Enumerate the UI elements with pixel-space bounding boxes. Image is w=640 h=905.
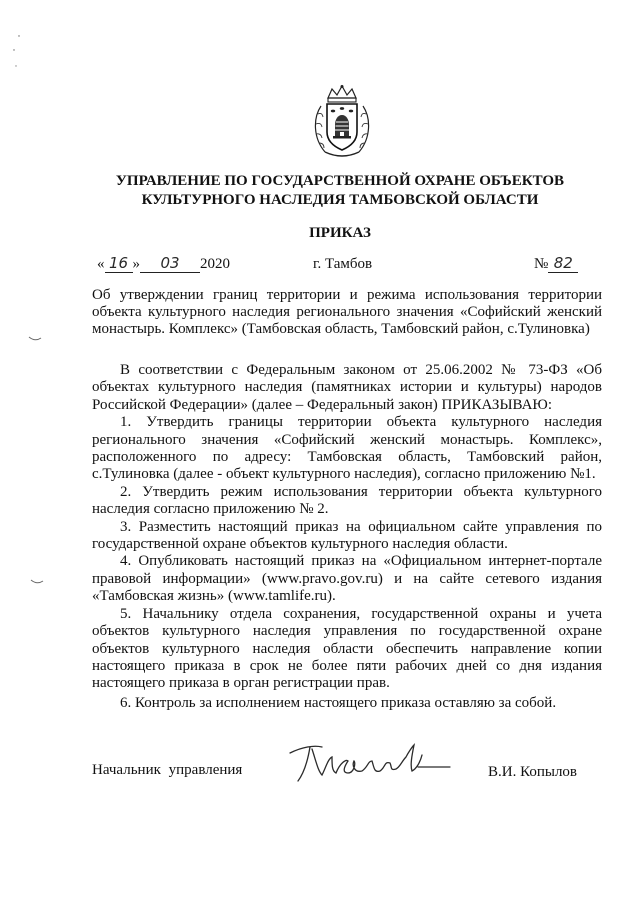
number-prefix: № — [534, 256, 549, 272]
date-close-quote: » — [132, 256, 140, 272]
city-name: г. Тамбов — [313, 256, 373, 272]
date-month-handwritten: 03 — [160, 254, 180, 272]
order-item-4: 4. Опубликовать настоящий приказ на «Официальном интернет-портале правовой информации» (www.pravo.gov.ru) и на сайте сетевого издания «Тамбовская жизнь» (www.tamlife.ru). — [92, 553, 602, 605]
document-type-title: ПРИКАЗ — [309, 225, 371, 241]
handwritten-signature — [282, 733, 462, 789]
preamble-paragraph: В соответствии с Федеральным законом от 25.06.2002 № 73-ФЗ «Об объектах культурного наследия (памятниках истории и культуры) народов Российской Федерации» (далее – Федеральный закон) ПРИКАЗЫВАЮ: — [92, 362, 602, 413]
order-date — [97, 256, 230, 273]
order-subject: Об утверждении границ территории и режима использования территории объекта культурного наследия регионального значения «Софийский женский монастырь. Комплекс» (Тамбовская область, Тамбовский район, с.Тулиновка) — [92, 287, 602, 337]
organization-header — [60, 172, 620, 210]
order-item-5: 5. Начальнику отдела сохранения, государственной охраны и учета объектов культурного наследия управления по государственной охране объектов культурного наследия области обеспечить направление копии настоящего приказа в срок не более пяти рабочих дней со дня издания настоящего приказа в орган регистрации прав. — [92, 605, 602, 692]
date-day-field — [105, 256, 133, 273]
order-number — [534, 256, 578, 273]
order-item-3: 3. Разместить настоящий приказ на официальном сайте управления по государственной охране объектов культурного наследия области. — [92, 518, 602, 553]
order-item-6: 6. Контроль за исполнением настоящего приказа оставляю за собой. — [120, 694, 557, 711]
order-item-1: 1. Утвердить границы территории объекта культурного наследия регионального значения «Софийский женский монастырь. Комплекс», расположенного по адресу: Тамбовская область, Тамбовский район, с.Тулиновка (далее - объект культурного наследия), согласно приложению №1. — [92, 414, 602, 483]
number-handwritten: 82 — [553, 254, 573, 272]
organization-line-1: УПРАВЛЕНИЕ ПО ГОСУДАРСТВЕННОЙ ОХРАНЕ ОБЪЕКТОВ — [115, 173, 565, 189]
hole-punch-mark-1 — [28, 335, 42, 343]
signer-name: В.И. Копылов — [488, 764, 578, 780]
date-month-field — [140, 256, 200, 273]
order-body — [92, 362, 602, 712]
date-day-handwritten: 16 — [108, 254, 129, 272]
date-year: 2020 — [200, 256, 230, 272]
signer-position: Начальник управления — [92, 762, 243, 778]
number-field — [548, 256, 578, 273]
organization-line-2: КУЛЬТУРНОГО НАСЛЕДИЯ ТАМБОВСКОЙ ОБЛАСТИ — [141, 192, 539, 208]
order-item-2: 2. Утвердить режим использования территории объекта культурного наследия согласно приложению № 2. — [92, 483, 602, 518]
date-open-quote: « — [97, 256, 105, 272]
hole-punch-mark-2 — [30, 578, 44, 586]
tambov-coat-of-arms-icon — [311, 84, 373, 160]
scan-mark-top — [10, 32, 24, 82]
